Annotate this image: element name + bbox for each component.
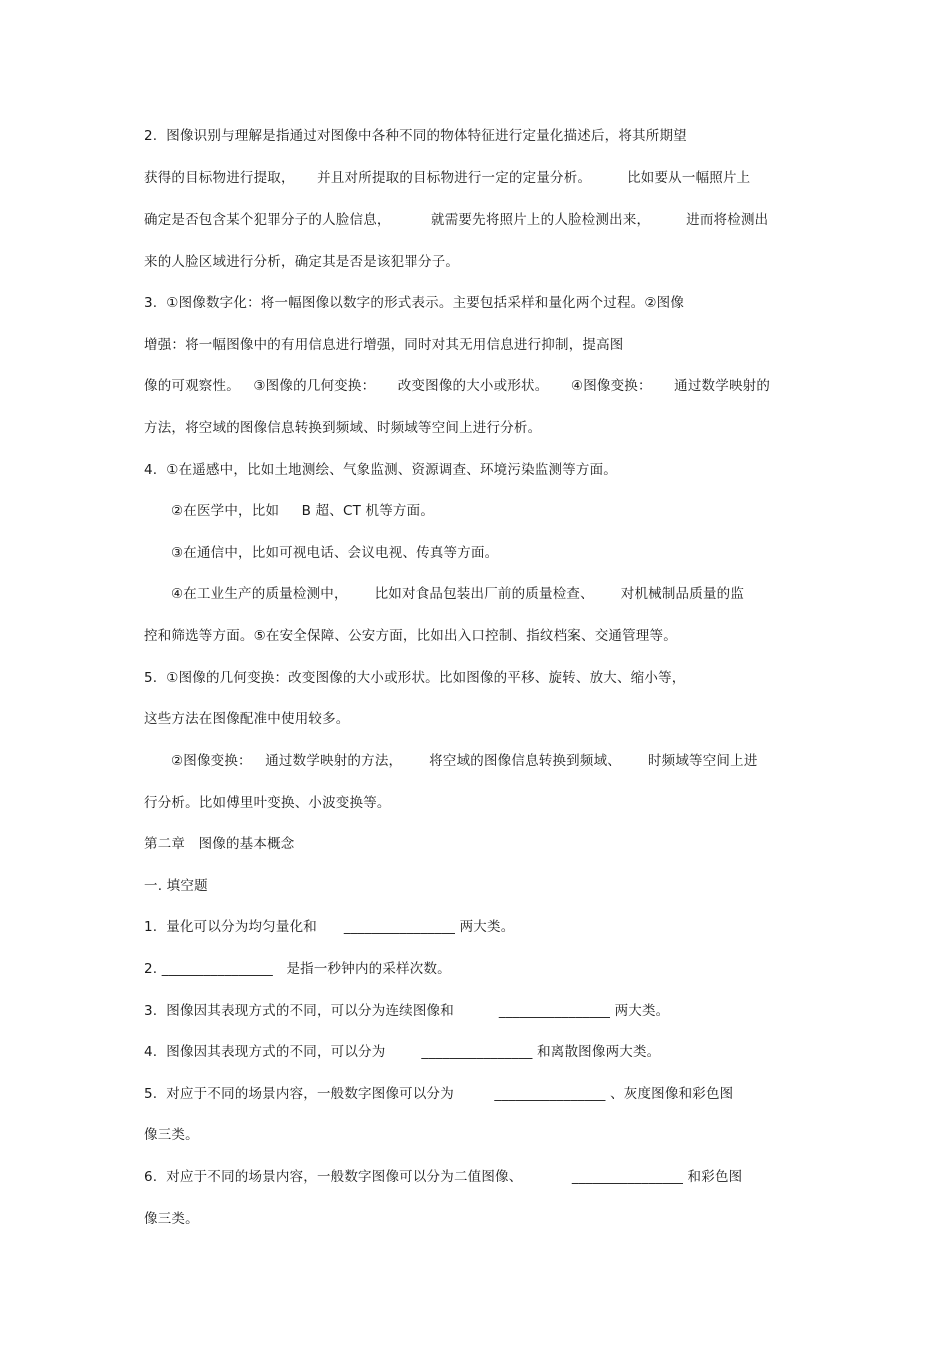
section-heading: 一. 填空题 — [144, 878, 208, 894]
question-line: 像三类。 — [144, 1127, 199, 1143]
paragraph-line: 3. ①图像数字化：将一幅图像以数字的形式表示。主要包括采样和量化两个过程。②图像 — [144, 295, 685, 311]
paragraph-line: 行分析。比如傅里叶变换、小波变换等。 — [144, 795, 391, 811]
paragraph-line: 获得的目标物进行提取， 并且对所提取的目标物进行一定的定量分析。 比如要从一幅照片上 — [144, 170, 751, 186]
paragraph-line: 4. ①在遥感中，比如土地测绘、气象监测、资源调查、环境污染监测等方面。 — [144, 462, 617, 478]
paragraph-line: 增强：将一幅图像中的有用信息进行增强，同时对其无用信息进行抑制，提高图 — [144, 337, 624, 353]
question-line: 5. 对应于不同的场景内容，一般数字图像可以分为 ________________ 、灰度图像和彩色图 — [144, 1086, 734, 1102]
question-line: 4. 图像因其表现方式的不同，可以分为 ________________ 和离散图像两大类。 — [144, 1044, 661, 1060]
paragraph-line: 来的人脸区域进行分析，确定其是否是该犯罪分子。 — [144, 254, 460, 270]
question-line: 像三类。 — [144, 1211, 199, 1227]
question-line: 1. 量化可以分为均匀量化和 ________________ 两大类。 — [144, 919, 515, 935]
question-line: 2. ________________ 是指一秒钟内的采样次数。 — [144, 961, 451, 977]
question-line: 3. 图像因其表现方式的不同，可以分为连续图像和 ________________ 两大类。 — [144, 1003, 670, 1019]
paragraph-line: 控和筛选等方面。⑤在安全保障、公安方面，比如出入口控制、指纹档案、交通管理等。 — [144, 628, 677, 644]
paragraph-line: 5. ①图像的几何变换：改变图像的大小或形状。比如图像的平移、旋转、放大、缩小等， — [144, 670, 686, 686]
paragraph-line: ④在工业生产的质量检测中， 比如对食品包装出厂前的质量检查、 对机械制品质量的监 — [144, 586, 745, 602]
question-line: 6. 对应于不同的场景内容，一般数字图像可以分为二值图像、 ________________ 和彩色图 — [144, 1169, 743, 1185]
paragraph-line: 这些方法在图像配准中使用较多。 — [144, 711, 350, 727]
paragraph-line: ②在医学中，比如 B 超、CT 机等方面。 — [144, 503, 435, 519]
paragraph-line: ②图像变换： 通过数学映射的方法， 将空域的图像信息转换到频域、 时频域等空间上进 — [144, 753, 758, 769]
paragraph-line: ③在通信中，比如可视电话、会议电视、传真等方面。 — [144, 545, 499, 561]
paragraph-line: 方法，将空域的图像信息转换到频域、时频域等空间上进行分析。 — [144, 420, 542, 436]
paragraph-line: 像的可观察性。 ③图像的几何变换： 改变图像的大小或形状。 ④图像变换： 通过数学映射的 — [144, 378, 771, 394]
paragraph-line: 2. 图像识别与理解是指通过对图像中各种不同的物体特征进行定量化描述后，将其所期望 — [144, 128, 687, 144]
chapter-heading: 第二章 图像的基本概念 — [144, 836, 295, 852]
paragraph-line: 确定是否包含某个犯罪分子的人脸信息， 就需要先将照片上的人脸检测出来， 进而将检测出 — [144, 212, 769, 228]
